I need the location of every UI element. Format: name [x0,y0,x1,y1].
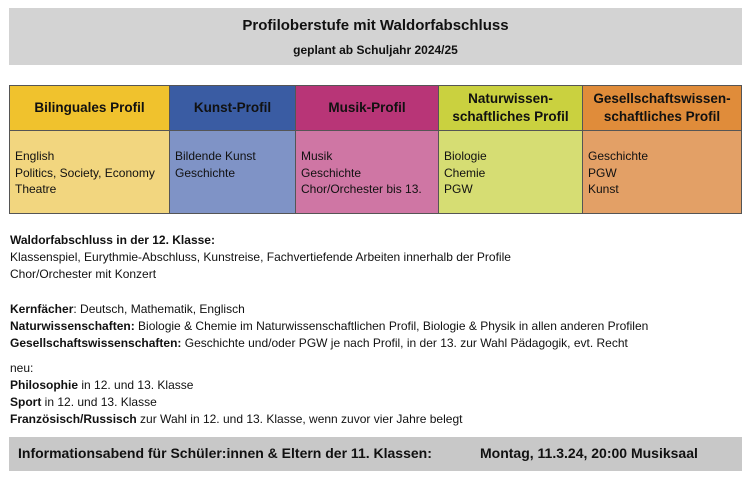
profile-column-musik [296,86,439,213]
subject-item: Theatre [15,182,57,196]
kern-text: : Deutsch, Mathematik, Englisch [73,302,245,316]
natur-line [10,318,740,335]
profile-header [439,86,582,131]
subject-item: Geschichte [175,165,236,180]
profile-header [170,86,295,131]
profile-column-kunst [170,86,296,213]
subject-item: PGW [444,182,473,196]
kern-label: Kernfächer [10,302,74,316]
subject-item: Biologie [444,149,487,163]
profile-title: Bilinguales Profil [34,100,145,115]
profile-title [452,90,568,126]
profile-subjects [583,131,741,213]
subject-item: Kunst [588,182,619,196]
profile-title-line: schaftliches Profil [452,109,569,124]
kern-line [10,301,740,318]
neu-label: neu: [10,361,34,375]
neu-item-text: in 12. und 13. Klasse [78,378,194,392]
profile-header [583,86,741,131]
profile-column-gesellschaft [583,86,741,213]
waldorf-line: Chor/Orchester mit Konzert [10,267,157,281]
profile-subjects [170,131,295,213]
info-evening-date: Montag, 11.3.24, 20:00 Musiksaal [480,445,698,461]
natur-label: Naturwissenschaften: [10,319,135,333]
subject-item: Geschichte [588,149,649,163]
subject-item: English [15,149,55,163]
neu-item-text: zur Wahl in 12. und 13. Klasse, wenn zuvor vier Jahre belegt [136,412,463,426]
profile-subjects [10,131,169,213]
subject-item: PGW [588,165,617,180]
info-section [10,232,740,428]
neu-item-label: Französisch/Russisch [10,412,137,426]
waldorf-heading: Waldorfabschluss in der 12. Klasse: [10,233,215,247]
neu-item-label: Philosophie [10,378,79,392]
profile-title [593,90,730,126]
gesell-text: Geschichte und/oder PGW je nach Profil, in der 13. zur Wahl Pädagogik, evt. Recht [181,336,628,350]
header-banner [9,8,742,65]
page-subtitle: geplant ab Schuljahr 2024/25 [293,43,458,57]
neu-item [10,411,740,428]
gesell-line [10,335,740,352]
profile-title: Kunst-Profil [193,100,272,115]
profile-title: Musik-Profil [328,100,406,115]
neu-item-label: Sport [10,395,42,409]
profile-subjects [439,131,582,213]
subject-item: Chor/Orchester bis 13. [301,182,422,196]
profile-column-natur [439,86,583,213]
page-title: Profiloberstufe mit Waldorfabschluss [242,17,509,34]
neu-item [10,394,740,411]
natur-text: Biologie & Chemie im Naturwissenschaftlichen Profil, Biologie & Physik in allen anderen Profilen [134,319,649,333]
subject-item: Geschichte [301,165,362,180]
profile-title-line: Naturwissen- [468,91,553,106]
neu-item-text: in 12. und 13. Klasse [41,395,157,409]
profile-column-bilingual [10,86,170,213]
profile-title-line: Gesellschaftswissen- [593,91,731,106]
profile-table [9,85,742,214]
subject-item: Musik [301,149,333,163]
waldorf-line: Klassenspiel, Eurythmie-Abschluss, Kunstreise, Fachvertiefende Arbeiten innerhalb der Profile [10,250,511,264]
info-evening-banner [9,437,742,471]
info-evening-label: Informationsabend für Schüler:innen & Eltern der 11. Klassen: [18,445,432,461]
subject-item: Chemie [444,165,486,180]
profile-header [296,86,438,131]
profile-header [10,86,169,131]
profile-title-line: schaftliches Profil [603,109,721,124]
subject-item: Politics, Society, Economy [15,165,155,180]
neu-item [10,377,740,394]
subject-item: Bildende Kunst [175,149,256,163]
profile-subjects [296,131,438,213]
gesell-label: Gesellschaftswissenschaften: [10,336,182,350]
